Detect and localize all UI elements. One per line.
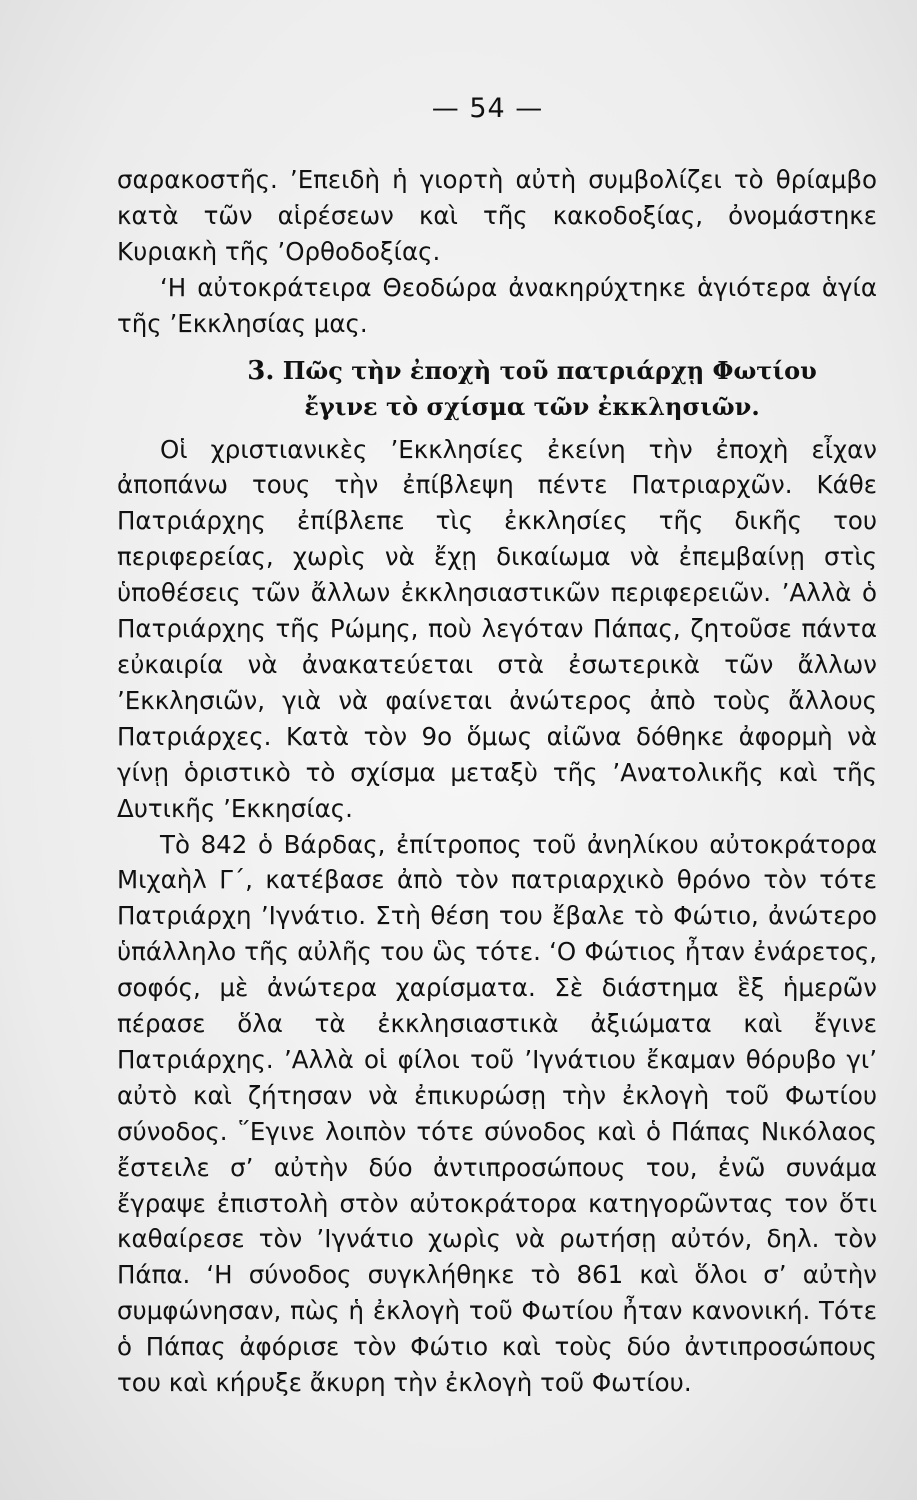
paragraph-1: σαρακοστῆς. ’Επειδὴ ἡ γιορτὴ αὐτὴ συμβολίζει τὸ θρίαμβο κατὰ τῶν αἱρέσεων καὶ τῆς κακοδοξίας, ὀνομάστηκε Κυριακὴ τῆς ’Ορθοδοξίας.: [117, 165, 877, 266]
section-heading-line-1: [187, 353, 877, 389]
page-text: [117, 162, 877, 1401]
paragraph-2: ‘Η αὐτοκράτειρα Θεοδώρα ἀνακηρύχτηκε ἁγιότερα ἁγία τῆς ’Εκκλησίας μας.: [117, 272, 877, 338]
section-number: 3.: [247, 355, 275, 386]
section-heading: [117, 353, 877, 424]
paragraph-3: Οἱ χριστιανικὲς ’Εκκλησίες ἐκείνη τὴν ἐποχὴ εἶχαν ἀποπάνω τους τὴν ἐπίβλεψη πέντε Πατριαρχῶν. Κάθε Πατριάρχης ἐπίβλεπε τὶς ἐκκλησίες τῆς δικῆς του περιφερείας, χωρὶς νὰ ἔχῃ δικαίωμα νὰ ἐπεμβαίνῃ στὶς ὑποθέσεις τῶν ἄλλων ἐκκλησιαστικῶν περιφερειῶν. ’Αλλὰ ὁ Πατριάρχης τῆς Ρώμης, ποὺ λεγόταν Πάπας, ζητοῦσε πάντα εὐκαιρία νὰ ἀνακατεύεται στὰ ἐσωτερικὰ τῶν ἄλλων ’Εκκλησιῶν, γιὰ νὰ φαίνεται ἀνώτερος ἀπὸ τοὺς ἄλλους Πατριάρχες. Κατὰ τὸν 9ο ὅμως αἰῶνα δόθηκε ἀφορμὴ νὰ γίνῃ ὁριστικὸ τὸ σχίσμα μεταξὺ τῆς ’Ανατολικῆς καὶ τῆς Δυτικῆς ’Εκκησίας.: [117, 434, 877, 823]
section-title-line-1: Πῶς τὴν ἐποχὴ τοῦ πατριάρχῃ Φωτίου: [282, 355, 817, 385]
paragraph-4: Τὸ 842 ὁ Βάρδας, ἐπίτροπος τοῦ ἀνηλίκου αὐτοκράτορα Μιχαὴλ Γ΄, κατέβασε ἀπὸ τὸν πατριαρχικὸ θρόνο τὸν τότε Πατριάρχη ’Ιγνάτιο. Στὴ θέση του ἔβαλε τὸ Φώτιο, ἀνώτερο ὑπάλληλο τῆς αὐλῆς του ὣς τότε. ‘Ο Φώτιος ἦταν ἐνάρετος, σοφός, μὲ ἀνώτερα χαρίσματα. Σὲ διάστημα ἓξ ἡμερῶν πέρασε ὅλα τὰ ἐκκλησιαστικὰ ἀξιώματα καὶ ἔγινε Πατριάρχης. ’Αλλὰ οἱ φίλοι τοῦ ’Ιγνάτιου ἔκαμαν θόρυβο γι’ αὐτὸ καὶ ζήτησαν νὰ ἐπικυρώσῃ τὴν ἐκλογὴ τοῦ Φωτίου σύνοδος. ῞Εγινε λοιπὸν τότε σύνοδος καὶ ὁ Πάπας Νικόλαος ἔστειλε σ’ αὐτὴν δύο ἀντιπροσώπους του, ἐνῶ συνάμα ἔγραψε ἐπιστολὴ στὸν αὐτοκράτορα κατηγορῶντας τον ὅτι καθαίρεσε τὸν ’Ιγνάτιο χωρὶς νὰ ρωτήσῃ αὐτόν, δηλ. τὸν Πάπα. ‘Η σύνοδος συγκλήθηκε τὸ 861 καὶ ὅλοι σ’ αὐτὴν συμφώνησαν, πὼς ἡ ἐκλογὴ τοῦ Φωτίου ἦταν κανονική. Τότε ὁ Πάπας ἀφόρισε τὸν Φώτιο καὶ τοὺς δύο ἀντιπροσώπους του καὶ κήρυξε ἄκυρη τὴν ἐκλογὴ τοῦ Φωτίου.: [117, 829, 877, 1398]
page-number: — 54 —: [431, 93, 544, 124]
section-title-line-2: ἔγινε τὸ σχίσμα τῶν ἐκκλησιῶν.: [304, 391, 760, 421]
